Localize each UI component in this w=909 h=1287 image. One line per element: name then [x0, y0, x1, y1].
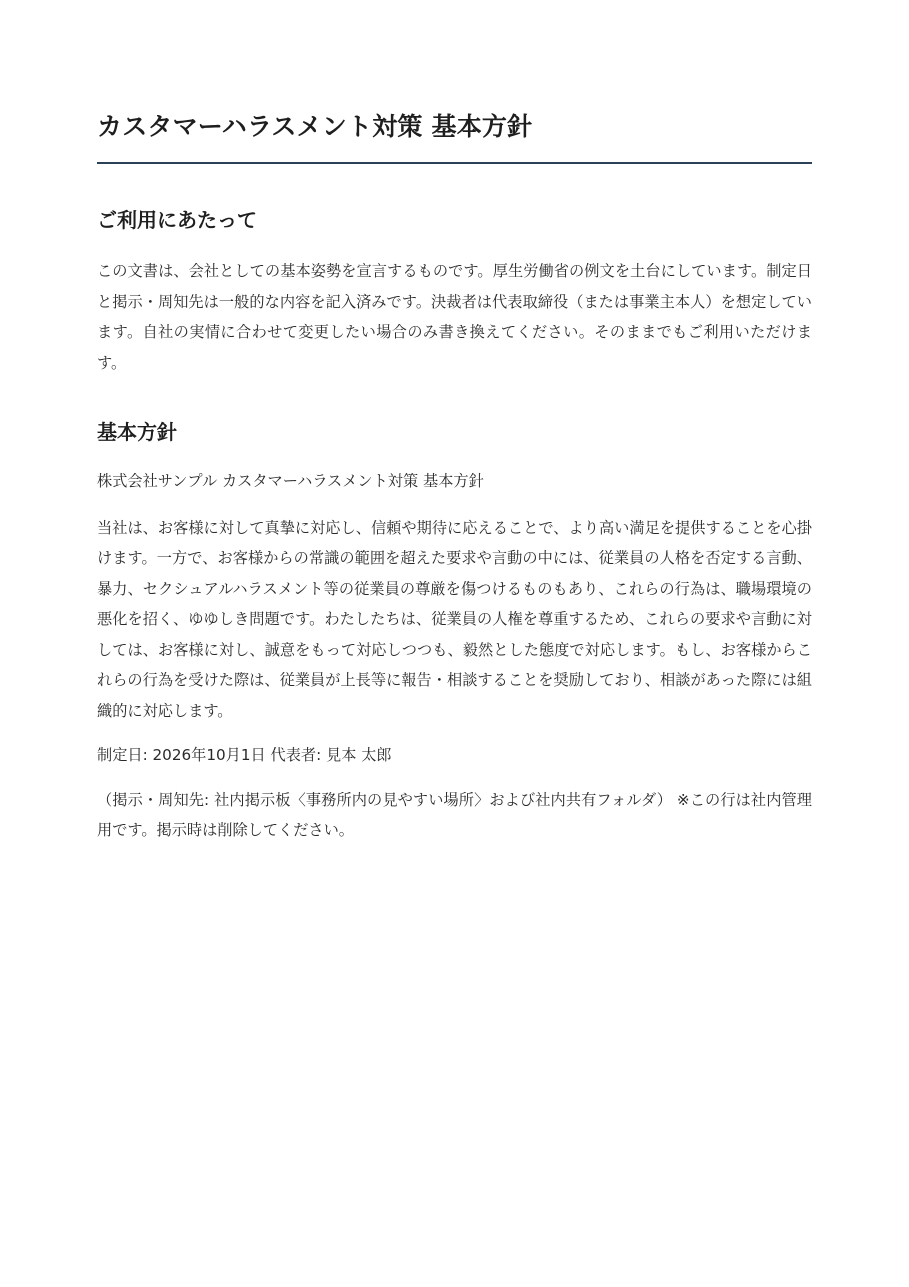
- policy-meta-line: 制定日: 2026年10月1日 代表者: 見本 太郎: [97, 746, 392, 764]
- policy-company-line: 株式会社サンプル カスタマーハラスメント対策 基本方針: [97, 472, 484, 490]
- title-divider: [97, 162, 812, 164]
- policy-body-paragraph: 当社は、お客様に対して真摯に対応し、信頼や期待に応えることで、より高い満足を提供することを心掛けます。一方で、お客様からの常識の範囲を超えた要求や言動の中には、従業員の人格を否定する言動、暴力、セクシュアルハラスメント等の従業員の尊厳を傷つけるものもあり、これらの行為は、職場環境の悪化を招く、ゆゆしき問題です。わたしたちは、従業員の人権を尊重するため、これらの要求や言動に対しては、お客様に対し、誠意をもって対応しつつも、毅然とした態度で対応します。もし、お客様からこれらの行為を受けた際は、従業員が上長等に報告・相談することを奨励しており、相談があった際には組織的に対応します。: [97, 518, 812, 720]
- usage-section: [97, 206, 812, 378]
- usage-heading: ご利用にあたって: [97, 208, 257, 232]
- usage-paragraph: この文書は、会社としての基本姿勢を宣言するものです。厚生労働省の例文を土台にしています。制定日と掲示・周知先は一般的な内容を記入済みです。決裁者は代表取締役（または事業主本人）を想定しています。自社の実情に合わせて変更したい場合のみ書き換えてください。そのままでもご利用いただけます。: [97, 262, 812, 372]
- policy-posting-note: （掲示・周知先: 社内掲示板〈事務所内の見やすい場所〉および社内共有フォルダ） ※この行は社内管理用です。掲示時は削除してください。: [97, 790, 812, 839]
- document-title: カスタマーハラスメント対策 基本方針: [97, 112, 533, 141]
- policy-heading: 基本方針: [97, 420, 177, 444]
- policy-section: [97, 418, 812, 846]
